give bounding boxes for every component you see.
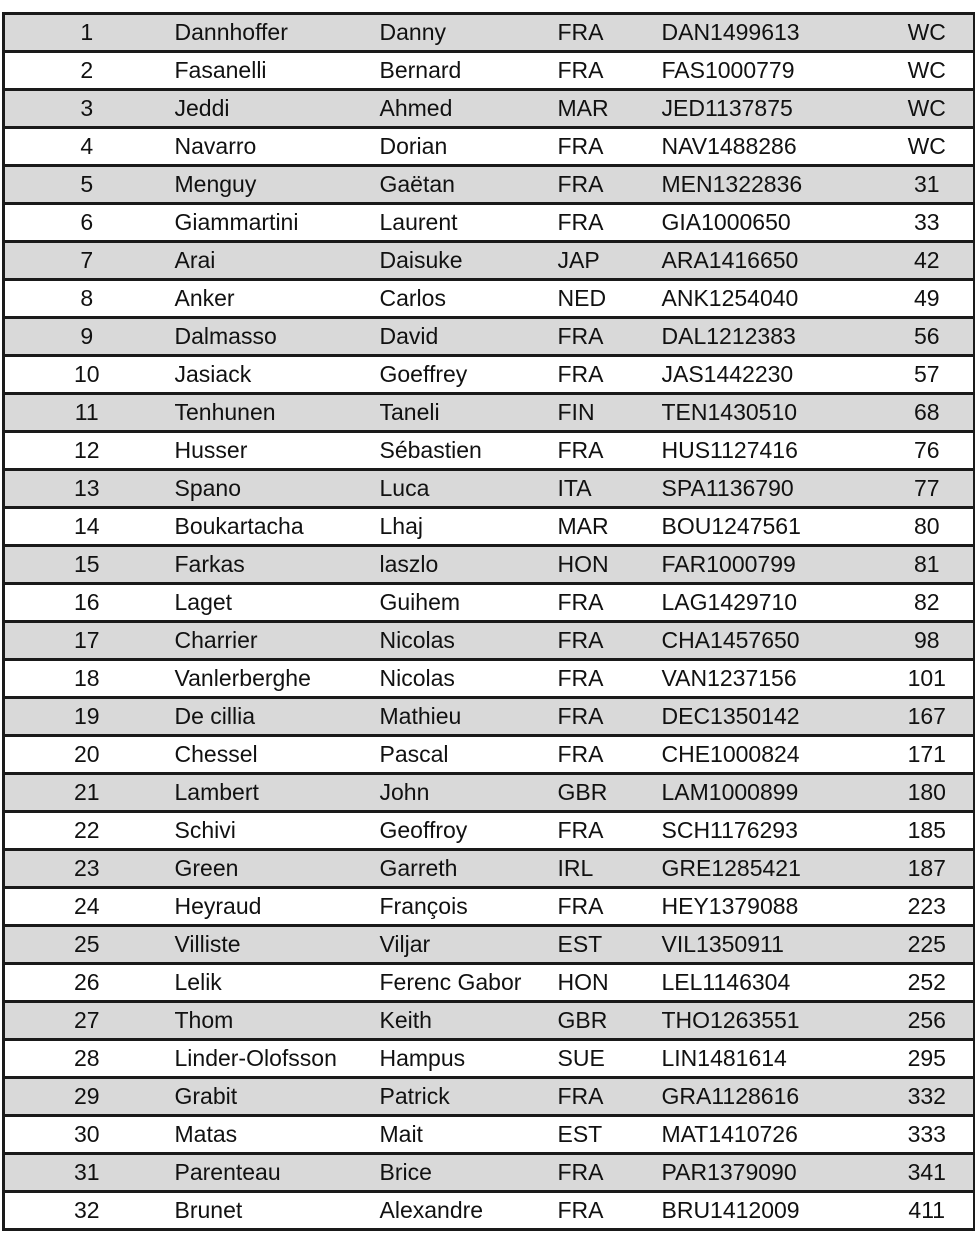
last-name-cell: Parenteau — [169, 1154, 376, 1192]
table-row — [4, 1002, 975, 1040]
player-id-cell: MAT1410726 — [654, 1116, 881, 1154]
ranking-cell: 57 — [881, 356, 975, 394]
ranking-cell: WC — [881, 90, 975, 128]
table-row — [4, 1116, 975, 1154]
table-row — [4, 660, 975, 698]
nationality-cell: FRA — [554, 1078, 654, 1116]
ranking-cell: WC — [881, 14, 975, 52]
player-id-cell: DAN1499613 — [654, 14, 881, 52]
ranking-cell: 341 — [881, 1154, 975, 1192]
table-row — [4, 698, 975, 736]
nationality-cell: FRA — [554, 698, 654, 736]
seed-number-cell: 17 — [4, 622, 169, 660]
last-name-cell: Grabit — [169, 1078, 376, 1116]
nationality-cell: EST — [554, 1116, 654, 1154]
first-name-cell: François — [376, 888, 554, 926]
table-row — [4, 508, 975, 546]
nationality-cell: FRA — [554, 622, 654, 660]
ranking-cell: 81 — [881, 546, 975, 584]
ranking-cell: 68 — [881, 394, 975, 432]
seed-number-cell: 14 — [4, 508, 169, 546]
nationality-cell: FRA — [554, 166, 654, 204]
player-id-cell: PAR1379090 — [654, 1154, 881, 1192]
nationality-cell: FRA — [554, 584, 654, 622]
first-name-cell: Dorian — [376, 128, 554, 166]
table-row — [4, 432, 975, 470]
ranking-cell: WC — [881, 128, 975, 166]
first-name-cell: Mathieu — [376, 698, 554, 736]
seed-number-cell: 1 — [4, 14, 169, 52]
ranking-cell: 171 — [881, 736, 975, 774]
first-name-cell: Taneli — [376, 394, 554, 432]
player-id-cell: FAS1000779 — [654, 52, 881, 90]
ranking-cell: 42 — [881, 242, 975, 280]
nationality-cell: FRA — [554, 736, 654, 774]
ranking-cell: 225 — [881, 926, 975, 964]
nationality-cell: FRA — [554, 318, 654, 356]
nationality-cell: FRA — [554, 52, 654, 90]
seed-number-cell: 32 — [4, 1192, 169, 1230]
last-name-cell: Tenhunen — [169, 394, 376, 432]
player-id-cell: BRU1412009 — [654, 1192, 881, 1230]
seed-number-cell: 11 — [4, 394, 169, 432]
player-id-cell: CHA1457650 — [654, 622, 881, 660]
ranking-cell: 333 — [881, 1116, 975, 1154]
ranking-cell: WC — [881, 52, 975, 90]
first-name-cell: Bernard — [376, 52, 554, 90]
ranking-cell: 252 — [881, 964, 975, 1002]
first-name-cell: Hampus — [376, 1040, 554, 1078]
player-id-cell: GIA1000650 — [654, 204, 881, 242]
table-row — [4, 850, 975, 888]
seed-number-cell: 4 — [4, 128, 169, 166]
first-name-cell: Ahmed — [376, 90, 554, 128]
last-name-cell: Jeddi — [169, 90, 376, 128]
player-id-cell: SCH1176293 — [654, 812, 881, 850]
last-name-cell: Fasanelli — [169, 52, 376, 90]
player-id-cell: HUS1127416 — [654, 432, 881, 470]
seed-number-cell: 18 — [4, 660, 169, 698]
last-name-cell: Spano — [169, 470, 376, 508]
first-name-cell: Mait — [376, 1116, 554, 1154]
nationality-cell: HON — [554, 546, 654, 584]
player-rows — [4, 14, 975, 1230]
ranking-cell: 82 — [881, 584, 975, 622]
table-row — [4, 14, 975, 52]
first-name-cell: Alexandre — [376, 1192, 554, 1230]
seed-number-cell: 31 — [4, 1154, 169, 1192]
player-id-cell: NAV1488286 — [654, 128, 881, 166]
seed-number-cell: 27 — [4, 1002, 169, 1040]
nationality-cell: FIN — [554, 394, 654, 432]
ranking-cell: 411 — [881, 1192, 975, 1230]
ranking-cell: 33 — [881, 204, 975, 242]
player-id-cell: VAN1237156 — [654, 660, 881, 698]
player-id-cell: JAS1442230 — [654, 356, 881, 394]
first-name-cell: John — [376, 774, 554, 812]
seed-number-cell: 10 — [4, 356, 169, 394]
table-row — [4, 926, 975, 964]
last-name-cell: Anker — [169, 280, 376, 318]
table-row — [4, 204, 975, 242]
ranking-cell: 295 — [881, 1040, 975, 1078]
table-row — [4, 280, 975, 318]
seed-number-cell: 12 — [4, 432, 169, 470]
last-name-cell: Navarro — [169, 128, 376, 166]
player-id-cell: LIN1481614 — [654, 1040, 881, 1078]
ranking-cell: 101 — [881, 660, 975, 698]
table-row — [4, 1154, 975, 1192]
table-row — [4, 584, 975, 622]
table-row — [4, 470, 975, 508]
seed-number-cell: 3 — [4, 90, 169, 128]
first-name-cell: Viljar — [376, 926, 554, 964]
ranking-cell: 180 — [881, 774, 975, 812]
player-id-cell: LAM1000899 — [654, 774, 881, 812]
last-name-cell: Menguy — [169, 166, 376, 204]
last-name-cell: Lambert — [169, 774, 376, 812]
ranking-cell: 56 — [881, 318, 975, 356]
first-name-cell: Guihem — [376, 584, 554, 622]
seed-number-cell: 26 — [4, 964, 169, 1002]
table-row — [4, 52, 975, 90]
seed-number-cell: 25 — [4, 926, 169, 964]
ranking-cell: 167 — [881, 698, 975, 736]
table-row — [4, 736, 975, 774]
nationality-cell: FRA — [554, 14, 654, 52]
nationality-cell: JAP — [554, 242, 654, 280]
ranking-cell: 76 — [881, 432, 975, 470]
last-name-cell: Villiste — [169, 926, 376, 964]
first-name-cell: Nicolas — [376, 660, 554, 698]
nationality-cell: GBR — [554, 1002, 654, 1040]
seed-number-cell: 5 — [4, 166, 169, 204]
player-id-cell: JED1137875 — [654, 90, 881, 128]
player-id-cell: HEY1379088 — [654, 888, 881, 926]
last-name-cell: Linder-Olofsson — [169, 1040, 376, 1078]
table-row — [4, 1078, 975, 1116]
nationality-cell: SUE — [554, 1040, 654, 1078]
player-id-cell: LEL1146304 — [654, 964, 881, 1002]
seed-number-cell: 23 — [4, 850, 169, 888]
seed-number-cell: 28 — [4, 1040, 169, 1078]
ranking-cell: 98 — [881, 622, 975, 660]
first-name-cell: Ferenc Gabor — [376, 964, 554, 1002]
seed-number-cell: 15 — [4, 546, 169, 584]
table-row — [4, 356, 975, 394]
last-name-cell: Charrier — [169, 622, 376, 660]
nationality-cell: FRA — [554, 356, 654, 394]
first-name-cell: Geoffroy — [376, 812, 554, 850]
last-name-cell: Dalmasso — [169, 318, 376, 356]
ranking-cell: 332 — [881, 1078, 975, 1116]
player-id-cell: DEC1350142 — [654, 698, 881, 736]
ranking-cell: 80 — [881, 508, 975, 546]
table-row — [4, 546, 975, 584]
player-list-table — [2, 12, 975, 1231]
nationality-cell: NED — [554, 280, 654, 318]
player-id-cell: GRE1285421 — [654, 850, 881, 888]
player-id-cell: MEN1322836 — [654, 166, 881, 204]
table-row — [4, 394, 975, 432]
first-name-cell: Lhaj — [376, 508, 554, 546]
nationality-cell: ITA — [554, 470, 654, 508]
last-name-cell: Lelik — [169, 964, 376, 1002]
seed-number-cell: 19 — [4, 698, 169, 736]
seed-number-cell: 6 — [4, 204, 169, 242]
seed-number-cell: 8 — [4, 280, 169, 318]
last-name-cell: Husser — [169, 432, 376, 470]
ranking-cell: 256 — [881, 1002, 975, 1040]
seed-number-cell: 24 — [4, 888, 169, 926]
last-name-cell: Schivi — [169, 812, 376, 850]
nationality-cell: FRA — [554, 1154, 654, 1192]
first-name-cell: Carlos — [376, 280, 554, 318]
last-name-cell: Arai — [169, 242, 376, 280]
first-name-cell: Luca — [376, 470, 554, 508]
last-name-cell: Green — [169, 850, 376, 888]
last-name-cell: Chessel — [169, 736, 376, 774]
ranking-cell: 187 — [881, 850, 975, 888]
table-row — [4, 774, 975, 812]
seed-number-cell: 21 — [4, 774, 169, 812]
seed-number-cell: 13 — [4, 470, 169, 508]
seed-number-cell: 22 — [4, 812, 169, 850]
player-id-cell: FAR1000799 — [654, 546, 881, 584]
first-name-cell: Danny — [376, 14, 554, 52]
last-name-cell: Thom — [169, 1002, 376, 1040]
table-row — [4, 888, 975, 926]
nationality-cell: FRA — [554, 204, 654, 242]
last-name-cell: Farkas — [169, 546, 376, 584]
nationality-cell: MAR — [554, 508, 654, 546]
first-name-cell: Daisuke — [376, 242, 554, 280]
seed-number-cell: 20 — [4, 736, 169, 774]
player-id-cell: BOU1247561 — [654, 508, 881, 546]
first-name-cell: David — [376, 318, 554, 356]
player-id-cell: VIL1350911 — [654, 926, 881, 964]
player-id-cell: GRA1128616 — [654, 1078, 881, 1116]
seed-number-cell: 9 — [4, 318, 169, 356]
last-name-cell: Vanlerberghe — [169, 660, 376, 698]
player-id-cell: ANK1254040 — [654, 280, 881, 318]
first-name-cell: laszlo — [376, 546, 554, 584]
nationality-cell: FRA — [554, 660, 654, 698]
player-id-cell: THO1263551 — [654, 1002, 881, 1040]
last-name-cell: Laget — [169, 584, 376, 622]
last-name-cell: De cillia — [169, 698, 376, 736]
ranking-cell: 31 — [881, 166, 975, 204]
seed-number-cell: 30 — [4, 1116, 169, 1154]
last-name-cell: Boukartacha — [169, 508, 376, 546]
table-row — [4, 964, 975, 1002]
nationality-cell: FRA — [554, 888, 654, 926]
seed-number-cell: 16 — [4, 584, 169, 622]
nationality-cell: IRL — [554, 850, 654, 888]
last-name-cell: Heyraud — [169, 888, 376, 926]
last-name-cell: Dannhoffer — [169, 14, 376, 52]
nationality-cell: GBR — [554, 774, 654, 812]
table-row — [4, 166, 975, 204]
table-row — [4, 1192, 975, 1230]
nationality-cell: HON — [554, 964, 654, 1002]
seed-number-cell: 2 — [4, 52, 169, 90]
player-id-cell: CHE1000824 — [654, 736, 881, 774]
first-name-cell: Patrick — [376, 1078, 554, 1116]
player-id-cell: ARA1416650 — [654, 242, 881, 280]
first-name-cell: Gaëtan — [376, 166, 554, 204]
last-name-cell: Giammartini — [169, 204, 376, 242]
nationality-cell: FRA — [554, 812, 654, 850]
seed-number-cell: 7 — [4, 242, 169, 280]
player-id-cell: DAL1212383 — [654, 318, 881, 356]
last-name-cell: Brunet — [169, 1192, 376, 1230]
nationality-cell: MAR — [554, 90, 654, 128]
first-name-cell: Nicolas — [376, 622, 554, 660]
table-row — [4, 242, 975, 280]
ranking-cell: 223 — [881, 888, 975, 926]
nationality-cell: EST — [554, 926, 654, 964]
table-row — [4, 90, 975, 128]
ranking-cell: 77 — [881, 470, 975, 508]
table-row — [4, 812, 975, 850]
table-row — [4, 622, 975, 660]
player-id-cell: TEN1430510 — [654, 394, 881, 432]
table-row — [4, 318, 975, 356]
table-row — [4, 128, 975, 166]
last-name-cell: Matas — [169, 1116, 376, 1154]
first-name-cell: Brice — [376, 1154, 554, 1192]
nationality-cell: FRA — [554, 432, 654, 470]
table-row — [4, 1040, 975, 1078]
first-name-cell: Pascal — [376, 736, 554, 774]
nationality-cell: FRA — [554, 1192, 654, 1230]
first-name-cell: Goeffrey — [376, 356, 554, 394]
ranking-cell: 185 — [881, 812, 975, 850]
last-name-cell: Jasiack — [169, 356, 376, 394]
first-name-cell: Keith — [376, 1002, 554, 1040]
first-name-cell: Laurent — [376, 204, 554, 242]
seed-number-cell: 29 — [4, 1078, 169, 1116]
ranking-cell: 49 — [881, 280, 975, 318]
player-id-cell: LAG1429710 — [654, 584, 881, 622]
first-name-cell: Garreth — [376, 850, 554, 888]
player-id-cell: SPA1136790 — [654, 470, 881, 508]
first-name-cell: Sébastien — [376, 432, 554, 470]
nationality-cell: FRA — [554, 128, 654, 166]
